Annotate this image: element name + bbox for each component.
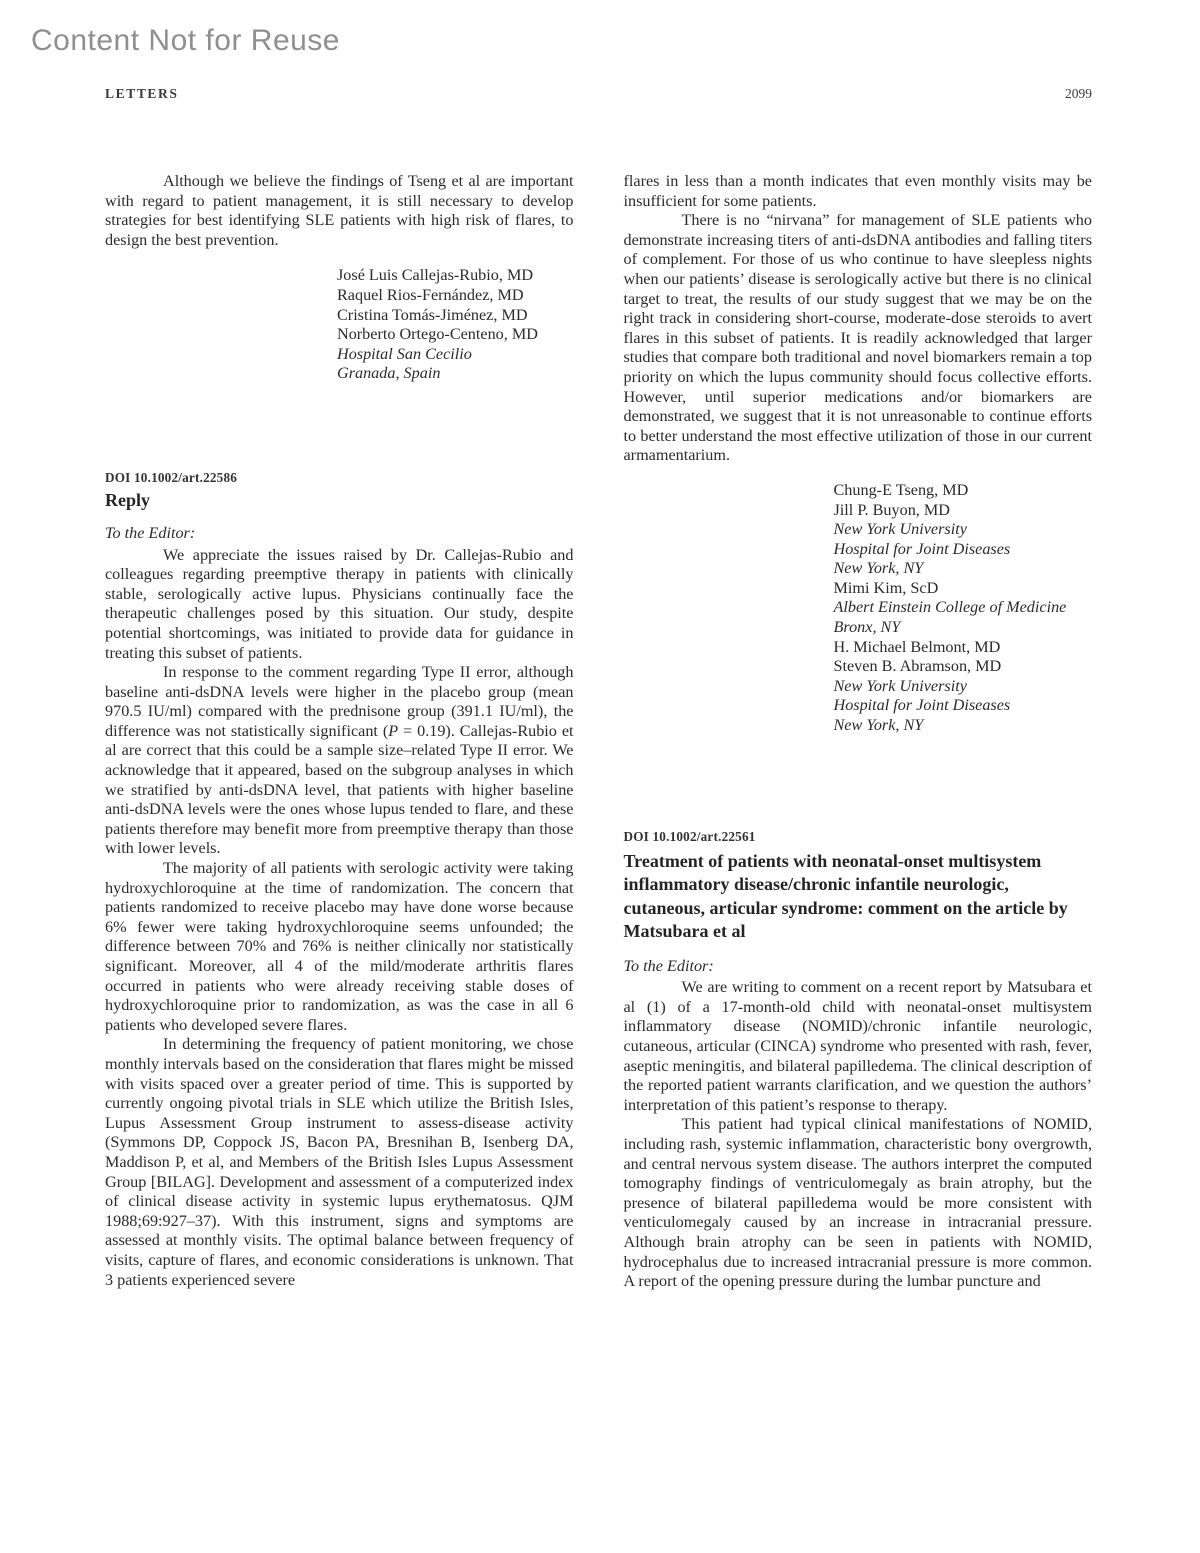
reply-paragraph: There is no “nirvana” for management of SLE patients who demonstrate increasing titers of anti-dsDNA antibodies and falling titers of complement. For those of us who continue to have sleepless nights when our patients’ disease is serologically active but there is no clinical target to treat, the results of our study suggest that we may be on the right track in considering short-course, moderate-dose steroids to avert flares in this subset of patients. It is readily acknowledged that larger studies that compare both traditional and novel biomarkers remain a top priority on which the lupus community should focus collective efforts. However, until superior medications and/or biomarkers are demonstrated, we suggest that it is not unreasonable to continue efforts to better understand the most effective utilization of those in our current armamentarium. <box>623 211 1092 465</box>
signature-author: Cristina Tomás-Jiménez, MD <box>337 305 528 324</box>
signature-affiliation: New York University <box>833 520 967 539</box>
letter-paragraph: We are writing to comment on a recent report by Matsubara et al (1) of a 17-month-old child with neonatal-onset multisystem inflammatory disease (NOMID)/chronic infantile neurologic, cutaneous, articular (CINCA) syndrome who presented with rash, fever, aseptic meningitis, and bilateral papilledema. The clinical description of the reported patient warrants clarification, and we question the authors’ interpretation of this patient’s response to therapy. <box>623 978 1092 1114</box>
reply-paragraph: We appreciate the issues raised by Dr. Callejas-Rubio and colleagues regarding preemptive therapy in patients with clinically stable, serologically active lupus. Physicians continually face the therapeutic challenges posed by this situation. Our study, despite potential shortcomings, was initiated to provide data for guidance in treating this subset of patients. <box>105 545 574 662</box>
continuation-paragraph: flares in less than a month indicates that even monthly visits may be insufficient for some patients. <box>623 172 1092 210</box>
letter-closing-paragraph: Although we believe the findings of Tseng et al are important with regard to patient management, it is still necessary to develop strategies for best identifying SLE patients with high risk of flares, to design the best prevention. <box>105 172 574 249</box>
section-title: LETTERS <box>105 86 179 101</box>
paragraph-segment: In response to the comment regarding Type II error, although baseline anti-dsDNA levels were higher in the placebo group (mean 970.5 IU/ml) compared with the prednisone group (391.1 IU/ml), the difference was not statistically significant ( <box>105 663 574 740</box>
signature-author: Raquel Rios-Fernández, MD <box>337 285 524 304</box>
content-not-for-reuse-watermark: Content Not for Reuse <box>31 24 340 57</box>
letter-title: Treatment of patients with neonatal-onset multisystem inflammatory disease/chronic infantile neurologic, cutaneous, articular syndrome: comment on the article by Matsubara et al <box>623 850 1068 942</box>
signature-author: José Luis Callejas-Rubio, MD <box>337 266 534 285</box>
salutation: To the Editor: <box>623 956 714 975</box>
left-column <box>105 172 574 1292</box>
signature-author: Jill P. Buyon, MD <box>833 500 950 519</box>
reply-paragraph: In determining the frequency of patient monitoring, we chose monthly intervals based on the consideration that flares might be missed with visits spaced over a greater period of time. This is supported by currently ongoing pivotal trials in SLE which utilize the British Isles, Lupus Assessment Group instrument to assess-disease activity (Symmons DP, Coppock JS, Bacon PA, Bresnihan B, Isenberg DA, Maddison P, et al, and Members of the British Isles Lupus Assessment Group [BILAG]. Development and assessment of a computerized index of clinical disease activity in systemic lupus erythematosus. QJM 1988;69:927–37). With this instrument, signs and symptoms are assessed at monthly visits. The optimal balance between frequency of visits, capture of flares, and economic considerations is unknown. That 3 patients experienced severe <box>105 1035 574 1289</box>
signature-block <box>337 266 574 384</box>
signature-block <box>834 481 1093 736</box>
signature-author: Chung-E Tseng, MD <box>833 480 969 499</box>
reply-paragraph <box>105 663 574 859</box>
reply-heading: Reply <box>105 489 150 510</box>
running-header <box>105 86 1092 102</box>
signature-author: Mimi Kim, ScD <box>833 578 939 597</box>
p-value-variable: P <box>388 721 399 740</box>
signature-affiliation: Albert Einstein College of Medicine <box>833 598 1067 617</box>
signature-location: Granada, Spain <box>337 364 441 383</box>
doi: DOI 10.1002/art.22586 <box>105 469 238 485</box>
paragraph-segment: = 0.19). Callejas-Rubio et al are correct that this could be a sample size–related Type II error. We acknowledge that it appeared, based on the subgroup analyses in which we stratified by anti-dsDNA level, that patients with higher baseline anti-dsDNA levels were the ones whose lupus tended to flare, and these patients therefore may benefit more from preemptive therapy than those with lower levels. <box>105 721 574 858</box>
signature-location: New York, NY <box>833 559 924 578</box>
right-column <box>624 172 1093 1292</box>
signature-location: Bronx, NY <box>833 618 901 637</box>
signature-author: Norberto Ortego-Centeno, MD <box>337 325 538 344</box>
signature-location: New York, NY <box>833 716 924 735</box>
signature-affiliation: Hospital San Cecilio <box>337 344 472 363</box>
page-number: 2099 <box>1065 86 1092 101</box>
salutation: To the Editor: <box>105 523 196 542</box>
signature-author: H. Michael Belmont, MD <box>833 637 1001 656</box>
two-column-content <box>105 172 1092 1292</box>
letter-paragraph: This patient had typical clinical manifestations of NOMID, including rash, systemic inflammation, characteristic bony overgrowth, and central nervous system disease. The authors interpret the computed tomography findings of ventriculomegaly as brain atrophy, but the presence of bilateral papilledema would be more consistent with venticulomegaly caused by an increase in intracranial pressure. Although brain atrophy can be seen in patients with NOMID, hydrocephalus due to increased intracranial pressure is more common. A report of the opening pressure during the lumbar puncture and <box>623 1115 1092 1291</box>
signature-author: Steven B. Abramson, MD <box>833 657 1002 676</box>
reply-paragraph: The majority of all patients with serologic activity were taking hydroxychloroquine at the time of randomization. The concern that patients randomized to receive placebo may have done worse because 6% fewer were taking hydroxychloroquine seems unfounded; the difference between 70% and 76% is neither clinically nor statistically significant. Moreover, all 4 of the mild/moderate arthritis flares occurred in patients who were already receiving stable doses of hydroxychloroquine prior to randomization, as was the case in all 6 patients who developed severe flares. <box>105 859 574 1034</box>
doi: DOI 10.1002/art.22561 <box>623 828 756 844</box>
signature-affiliation: Hospital for Joint Diseases <box>833 539 1011 558</box>
signature-affiliation: Hospital for Joint Diseases <box>833 696 1011 715</box>
signature-affiliation: New York University <box>833 676 967 695</box>
